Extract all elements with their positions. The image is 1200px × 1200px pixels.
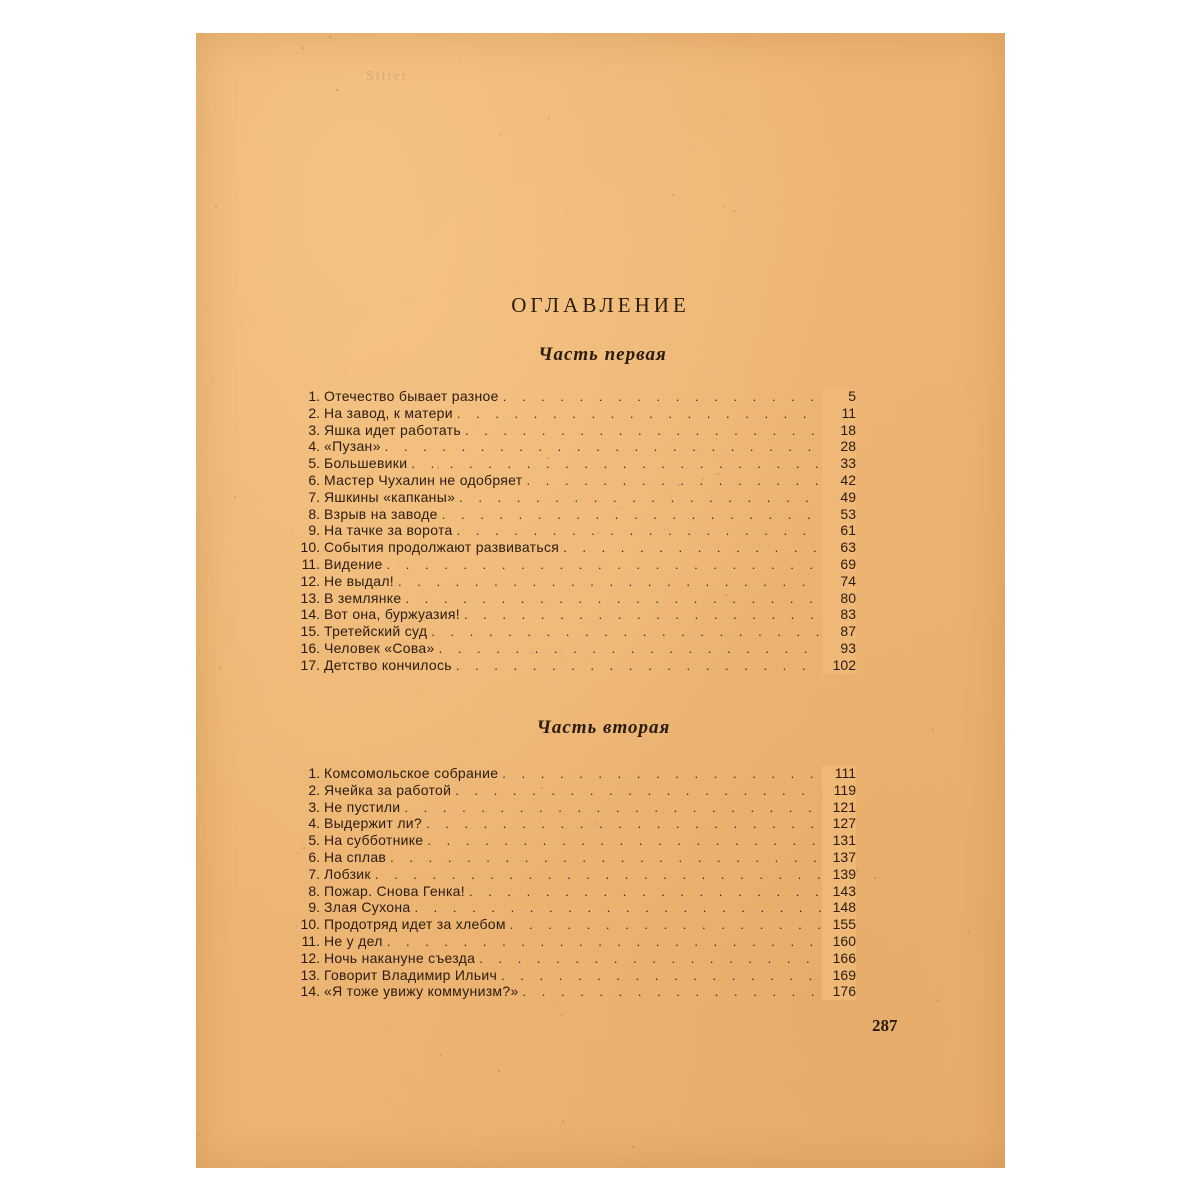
toc-entry-page: 119 bbox=[822, 782, 856, 799]
page-number: 287 bbox=[872, 1016, 898, 1035]
toc-entry-number: 5. bbox=[308, 832, 320, 849]
paper-speck bbox=[343, 772, 344, 773]
dot-leader bbox=[442, 507, 822, 524]
book-page bbox=[196, 33, 1005, 1168]
toc-entry bbox=[300, 849, 856, 866]
paper-speck bbox=[567, 315, 569, 317]
paper-speck bbox=[639, 60, 640, 61]
paper-speck bbox=[477, 426, 478, 427]
dot-leader bbox=[510, 917, 822, 934]
paper-speck bbox=[219, 667, 221, 669]
toc-entry bbox=[300, 950, 856, 967]
paper-speck bbox=[292, 532, 294, 534]
toc-entry-number: 2. bbox=[308, 781, 320, 798]
paper-speck bbox=[332, 928, 334, 930]
paper-speck bbox=[588, 663, 589, 664]
toc-entry bbox=[300, 967, 856, 984]
paper-speck bbox=[547, 976, 548, 977]
toc-entry-page: 74 bbox=[822, 573, 856, 590]
paper-speck bbox=[261, 194, 262, 195]
toc-entry-page: 155 bbox=[822, 916, 856, 933]
toc-entry bbox=[300, 438, 856, 455]
toc-entry-title: Лобзик bbox=[324, 865, 371, 882]
dot-leader bbox=[456, 658, 822, 675]
toc-entry-number: 15. bbox=[300, 623, 320, 640]
toc-entry-number: 3. bbox=[308, 798, 320, 815]
dot-leader bbox=[527, 473, 823, 490]
paper-speck bbox=[440, 1054, 442, 1056]
toc-entry bbox=[300, 916, 856, 933]
paper-speck bbox=[562, 1120, 564, 1122]
dot-leader bbox=[387, 557, 822, 574]
paper-speck bbox=[968, 931, 970, 933]
paper-speck bbox=[215, 206, 217, 208]
paper-speck bbox=[296, 925, 298, 927]
toc-entry bbox=[300, 590, 856, 607]
toc-entry-number: 5. bbox=[308, 455, 320, 472]
toc-entry-number: 14. bbox=[300, 983, 320, 1000]
toc-entry-title: В землянке bbox=[324, 589, 402, 606]
toc-entry-title: Яшка идет работать bbox=[324, 421, 461, 438]
paper-speck bbox=[932, 729, 934, 731]
paper-speck bbox=[723, 206, 725, 208]
paper-speck bbox=[678, 484, 680, 486]
toc-entry bbox=[300, 983, 856, 1000]
toc-entry-title: Ночь накануне съезда bbox=[324, 949, 476, 966]
toc-entry-number: 14. bbox=[300, 606, 320, 623]
paper-speck bbox=[356, 626, 357, 627]
paper-speck bbox=[733, 210, 735, 212]
dot-leader bbox=[523, 984, 822, 1001]
toc-entry-number: 11. bbox=[301, 555, 320, 572]
dot-leader bbox=[455, 783, 822, 800]
paper-speck bbox=[597, 532, 599, 534]
dot-leader bbox=[465, 423, 822, 440]
toc-entry-page: 53 bbox=[822, 506, 856, 523]
toc-entry-page: 176 bbox=[822, 983, 856, 1000]
paper-speck bbox=[781, 586, 782, 587]
toc-entry-page: 63 bbox=[822, 539, 856, 556]
toc-entry-page: 18 bbox=[822, 422, 856, 439]
dot-leader bbox=[398, 574, 822, 591]
dot-leader bbox=[464, 607, 822, 624]
toc-entry-title: Пожар. Снова Генка! bbox=[324, 882, 465, 899]
toc-entry-page: 33 bbox=[822, 455, 856, 472]
paper-speck bbox=[557, 864, 558, 865]
paper-speck bbox=[719, 41, 720, 42]
dot-leader bbox=[457, 523, 822, 540]
toc-entry-page: 137 bbox=[822, 849, 856, 866]
toc-entry-title: Третейский суд bbox=[324, 623, 428, 640]
paper-speck bbox=[302, 47, 304, 49]
toc-entry bbox=[300, 606, 856, 623]
paper-speck bbox=[965, 718, 966, 719]
toc-entry-title: Злая Сухона bbox=[324, 899, 411, 916]
paper-speck bbox=[416, 429, 417, 430]
toc-entry-page: 139 bbox=[822, 866, 856, 883]
paper-speck bbox=[211, 381, 213, 383]
toc-entry-title: На тачке за ворота bbox=[324, 522, 453, 539]
paper-speck bbox=[911, 672, 912, 673]
paper-speck bbox=[541, 787, 543, 789]
paper-speck bbox=[345, 375, 346, 376]
toc-entry-page: 121 bbox=[822, 799, 856, 816]
dot-leader bbox=[502, 766, 822, 783]
toc-entry-title: События продолжают развиваться bbox=[324, 539, 560, 556]
paper-speck bbox=[390, 620, 392, 622]
paper-speck bbox=[550, 651, 551, 652]
toc-entry bbox=[300, 765, 856, 782]
paper-speck bbox=[618, 507, 619, 508]
toc-entry-number: 8. bbox=[308, 505, 320, 522]
paper-speck bbox=[578, 499, 579, 500]
toc-entry bbox=[300, 422, 856, 439]
paper-speck bbox=[560, 655, 562, 657]
paper-speck bbox=[583, 314, 584, 315]
paper-speck bbox=[409, 1108, 410, 1109]
toc-entry bbox=[300, 489, 856, 506]
toc-entry-number: 8. bbox=[308, 882, 320, 899]
paper-speck bbox=[874, 877, 876, 879]
paper-speck bbox=[908, 788, 909, 789]
paper-speck bbox=[388, 1100, 389, 1101]
toc-entry bbox=[300, 405, 856, 422]
toc-entry bbox=[300, 866, 856, 883]
paper-speck bbox=[234, 496, 236, 498]
toc-entry-number: 11. bbox=[301, 932, 320, 949]
dot-leader bbox=[390, 850, 822, 867]
toc-entry-title: Выдержит ли? bbox=[324, 815, 423, 832]
paper-speck bbox=[500, 134, 502, 136]
toc-entry-title: Ячейка за работой bbox=[324, 781, 452, 798]
paper-speck bbox=[278, 543, 280, 545]
paper-speck bbox=[700, 449, 701, 450]
toc-entry-page: 148 bbox=[822, 899, 856, 916]
toc-entry bbox=[300, 455, 856, 472]
toc-entry-page: 11 bbox=[822, 405, 856, 422]
paper-speck bbox=[519, 284, 520, 285]
paper-speck bbox=[286, 402, 287, 403]
paper-speck bbox=[332, 1141, 333, 1142]
toc-entry-number: 6. bbox=[308, 471, 320, 488]
dot-leader bbox=[405, 591, 822, 608]
paper-speck bbox=[257, 1024, 258, 1025]
paper-speck bbox=[769, 752, 770, 753]
paper-speck bbox=[531, 652, 533, 654]
toc-entry-title: Взрыв на заводе bbox=[324, 505, 438, 522]
paper-speck bbox=[472, 742, 473, 743]
paper-speck bbox=[377, 669, 379, 671]
paper-speck bbox=[247, 433, 248, 434]
toc-entry-page: 80 bbox=[822, 590, 856, 607]
dot-leader bbox=[479, 951, 822, 968]
paper-speck bbox=[550, 602, 551, 603]
toc-entry-title: Отечество бывает разное bbox=[324, 388, 499, 404]
toc-entry-number: 13. bbox=[300, 589, 320, 606]
paper-speck bbox=[431, 1156, 432, 1157]
paper-speck bbox=[702, 478, 704, 480]
paper-speck bbox=[281, 591, 282, 592]
paper-speck bbox=[561, 1014, 563, 1016]
toc-entry-title: Большевики bbox=[324, 455, 408, 472]
paper-speck bbox=[412, 895, 414, 897]
paper-speck bbox=[963, 611, 964, 612]
paper-speck bbox=[198, 1133, 200, 1135]
toc-entry-page: 42 bbox=[822, 472, 856, 489]
paper-speck bbox=[684, 465, 685, 466]
toc-entry-page: 169 bbox=[822, 967, 856, 984]
paper-speck bbox=[905, 1099, 906, 1100]
paper-speck bbox=[196, 581, 197, 582]
paper-speck bbox=[368, 475, 370, 477]
paper-speck bbox=[625, 967, 627, 969]
paper-speck bbox=[297, 852, 299, 854]
toc-entry-number: 9. bbox=[308, 899, 320, 916]
paper-speck bbox=[539, 821, 541, 823]
paper-speck bbox=[241, 321, 242, 322]
toc-entry-page: 49 bbox=[822, 489, 856, 506]
paper-speck bbox=[618, 1094, 619, 1095]
paper-speck bbox=[860, 233, 861, 234]
paper-speck bbox=[445, 952, 446, 953]
paper-speck bbox=[437, 467, 439, 469]
paper-speck bbox=[514, 352, 515, 353]
dot-leader bbox=[411, 456, 822, 473]
toc-entry-title: На завод, к матери bbox=[324, 404, 453, 421]
toc-entry bbox=[300, 899, 856, 916]
paper-speck bbox=[856, 869, 858, 871]
toc-entry-title: Вот она, буржуазия! bbox=[324, 606, 460, 623]
toc-entry bbox=[300, 388, 856, 405]
toc-entry-title: Не выдал! bbox=[324, 572, 394, 589]
toc-entry-title: Человек «Сова» bbox=[324, 639, 435, 656]
toc-entry-number: 10. bbox=[300, 916, 320, 933]
dot-leader bbox=[387, 934, 822, 951]
toc-entry-page: 111 bbox=[822, 765, 856, 782]
toc-entry-page: 143 bbox=[822, 883, 856, 900]
paper-speck bbox=[847, 724, 849, 726]
faint-header-text: Sitter bbox=[366, 69, 409, 84]
toc-entry-page: 166 bbox=[822, 950, 856, 967]
page-title: ОГЛАВЛЕНИЕ bbox=[511, 293, 690, 317]
toc-entry-number: 1. bbox=[308, 765, 320, 781]
toc-entry bbox=[300, 472, 856, 489]
part-two-contents bbox=[300, 765, 856, 1000]
toc-entry bbox=[300, 657, 856, 674]
paper-speck bbox=[498, 1070, 500, 1072]
paper-speck bbox=[906, 420, 907, 421]
paper-speck bbox=[336, 89, 338, 91]
paper-speck bbox=[641, 671, 642, 672]
dot-leader bbox=[426, 816, 822, 833]
paper-speck bbox=[304, 284, 305, 285]
paper-speck bbox=[303, 847, 305, 849]
toc-entry-title: Не пустили bbox=[324, 798, 401, 815]
paper-speck bbox=[566, 209, 567, 210]
toc-entry-page: 127 bbox=[822, 815, 856, 832]
toc-entry-number: 9. bbox=[308, 522, 320, 539]
part-one-heading: Часть первая bbox=[538, 344, 667, 365]
toc-entry bbox=[300, 506, 856, 523]
toc-entry-page: 69 bbox=[822, 556, 856, 573]
part-two-heading: Часть вторая bbox=[536, 717, 671, 738]
paper-speck bbox=[721, 119, 722, 120]
toc-entry bbox=[300, 623, 856, 640]
toc-entry-page: 61 bbox=[822, 522, 856, 539]
dot-leader bbox=[457, 406, 822, 423]
paper-speck bbox=[667, 495, 668, 496]
dot-leader bbox=[563, 540, 822, 557]
toc-entry bbox=[300, 933, 856, 950]
paper-speck bbox=[672, 194, 674, 196]
toc-entry-page: 5 bbox=[822, 388, 856, 405]
paper-speck bbox=[330, 75, 331, 76]
paper-speck bbox=[547, 457, 549, 459]
toc-entry-page: 87 bbox=[822, 623, 856, 640]
paper-speck bbox=[960, 398, 961, 399]
paper-speck bbox=[548, 117, 550, 119]
toc-entry bbox=[300, 782, 856, 799]
toc-entry-title: На сплав bbox=[324, 848, 387, 865]
paper-speck bbox=[591, 91, 592, 92]
dot-leader bbox=[439, 641, 822, 658]
toc-entry bbox=[300, 799, 856, 816]
toc-entry-title: Видение bbox=[324, 555, 383, 572]
paper-speck bbox=[417, 691, 418, 692]
paper-speck bbox=[665, 776, 666, 777]
toc-entry-page: 83 bbox=[822, 606, 856, 623]
paper-speck bbox=[695, 130, 696, 131]
paper-speck bbox=[828, 186, 829, 187]
toc-entry-number: 2. bbox=[308, 404, 320, 421]
paper-speck bbox=[236, 428, 237, 429]
toc-entry-page: 131 bbox=[822, 832, 856, 849]
toc-entry-number: 16. bbox=[300, 639, 320, 656]
toc-entry-number: 13. bbox=[300, 966, 320, 983]
toc-entry-title: Детство кончилось bbox=[324, 656, 452, 673]
dot-leader bbox=[385, 439, 822, 456]
toc-entry-number: 4. bbox=[308, 815, 320, 832]
toc-entry-number: 7. bbox=[308, 488, 320, 505]
toc-entry-title: На субботнике bbox=[324, 832, 424, 849]
toc-entry-number: 3. bbox=[308, 421, 320, 438]
toc-entry bbox=[300, 556, 856, 573]
part-one-contents bbox=[300, 388, 856, 674]
dot-leader bbox=[469, 884, 822, 901]
toc-entry-number: 12. bbox=[300, 572, 320, 589]
toc-entry-number: 7. bbox=[308, 865, 320, 882]
toc-entry bbox=[300, 815, 856, 832]
paper-speck bbox=[937, 1000, 939, 1002]
toc-entry-title: Не у дел bbox=[324, 932, 383, 949]
paper-speck bbox=[386, 1027, 387, 1028]
toc-entry-title: Комсомольское собрание bbox=[324, 765, 499, 781]
toc-entry-page: 93 bbox=[822, 640, 856, 657]
toc-entry bbox=[300, 640, 856, 657]
toc-entry bbox=[300, 573, 856, 590]
toc-entry-page: 160 bbox=[822, 933, 856, 950]
toc-entry-title: Говорит Владимир Ильич bbox=[324, 966, 498, 983]
toc-entry-title: «Я тоже увижу коммунизм?» bbox=[324, 983, 519, 1000]
paper-speck bbox=[398, 566, 399, 567]
toc-entry-number: 12. bbox=[300, 949, 320, 966]
paper-speck bbox=[838, 496, 839, 497]
toc-entry bbox=[300, 522, 856, 539]
paper-speck bbox=[329, 36, 331, 38]
paper-speck bbox=[725, 594, 727, 596]
paper-speck bbox=[460, 63, 461, 64]
toc-entry-number: 4. bbox=[308, 438, 320, 455]
toc-entry-page: 28 bbox=[822, 438, 856, 455]
paper-speck bbox=[691, 144, 692, 145]
paper-speck bbox=[717, 473, 719, 475]
toc-entry-title: «Пузан» bbox=[324, 438, 381, 455]
toc-entry-number: 17. bbox=[300, 656, 320, 673]
paper-speck bbox=[688, 518, 689, 519]
toc-entry-title: Продотряд идет за хлебом bbox=[324, 916, 506, 933]
toc-entry-number: 6. bbox=[308, 848, 320, 865]
toc-entry-title: Мастер Чухалин не одобряет bbox=[324, 471, 523, 488]
paper-speck bbox=[724, 1011, 725, 1012]
paper-speck bbox=[775, 392, 776, 393]
dot-leader bbox=[427, 833, 822, 850]
paper-speck bbox=[820, 812, 821, 813]
paper-speck bbox=[206, 309, 207, 310]
dot-leader bbox=[375, 867, 822, 884]
paper-speck bbox=[664, 529, 665, 530]
paper-speck bbox=[633, 404, 634, 405]
paper-speck bbox=[555, 1004, 556, 1005]
paper-speck bbox=[594, 823, 596, 825]
dot-leader bbox=[501, 968, 822, 985]
paper-speck bbox=[889, 498, 890, 499]
toc-entry bbox=[300, 832, 856, 849]
toc-entry-number: 1. bbox=[308, 388, 320, 404]
paper-speck bbox=[632, 1146, 634, 1148]
paper-speck bbox=[237, 448, 238, 449]
paper-speck bbox=[407, 299, 409, 301]
toc-entry-number: 10. bbox=[300, 539, 320, 556]
dot-leader bbox=[431, 624, 822, 641]
toc-entry bbox=[300, 883, 856, 900]
dot-leader bbox=[459, 490, 822, 507]
dot-leader bbox=[404, 800, 822, 817]
toc-entry bbox=[300, 539, 856, 556]
paper-speck bbox=[625, 346, 626, 347]
toc-entry-page: 102 bbox=[822, 657, 856, 674]
toc-entry-title: Яшкины «капканы» bbox=[324, 488, 456, 505]
dot-leader bbox=[414, 900, 822, 917]
